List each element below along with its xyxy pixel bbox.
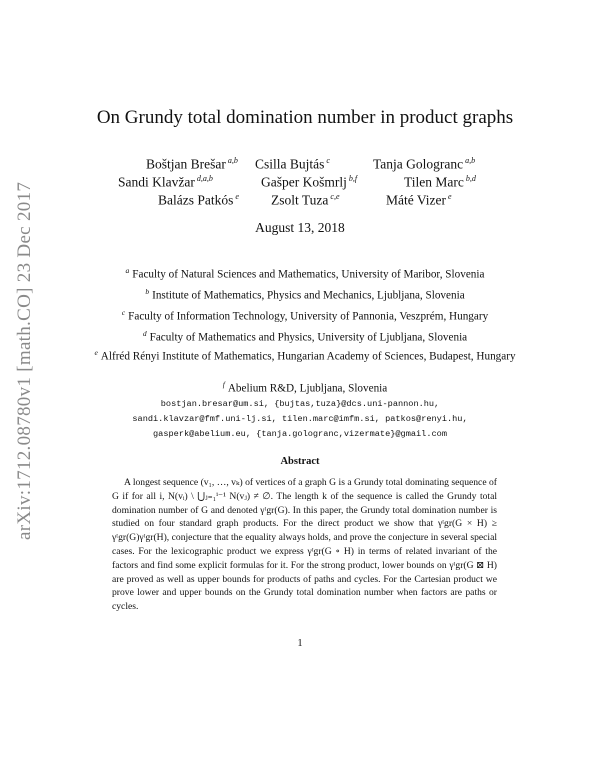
- author: Tanja Gologranc $^{a,b}$: [373, 156, 476, 172]
- author: Tilen Marc $^{b,d}$: [404, 174, 476, 190]
- affiliation: $^b$ Institute of Mathematics, Physics and Mechanics, Ljubljana, Slovenia: [145, 287, 465, 302]
- affiliation: $^a$ Faculty of Natural Sciences and Mathematics, University of Maribor, Slovenia: [125, 266, 485, 281]
- author: Sandi Klavžar $^{d,a,b}$: [118, 174, 213, 190]
- affiliation: $^c$ Faculty of Information Technology, University of Pannonia, Veszprém, Hungary: [121, 308, 489, 323]
- affiliation: $^f$ Abelium R&D, Ljubljana, Slovenia: [222, 380, 388, 395]
- paper-date: August 13, 2018: [255, 220, 345, 235]
- author: Gašper Košmrlj $^{b,f}$: [261, 174, 358, 190]
- email-addresses: [100, 397, 500, 442]
- paper-title: On Grundy total domination number in product graphs: [96, 106, 514, 128]
- arxiv-identifier-stamp: arXiv:1712.08780v1 [math.CO] 23 Dec 2017: [14, 181, 35, 540]
- affiliation: $^e$ Alfréd Rényi Institute of Mathematics, Hungarian Academy of Sciences, Budapest, Hungary: [94, 348, 516, 363]
- author: Máté Vizer $^e$: [386, 192, 452, 208]
- email-line: sandi.klavzar@fmf.uni-lj.si, tilen.marc@imfm.si, patkos@renyi.hu,: [132, 414, 468, 424]
- author: Zsolt Tuza $^{c,e}$: [271, 192, 340, 208]
- author: Csilla Bujtás $^c$: [255, 156, 330, 172]
- email-line: gasperk@abelium.eu, {tanja.gologranc,vizermate}@gmail.com: [153, 429, 447, 439]
- email-line: bostjan.bresar@um.si, {bujtas,tuza}@dcs.uni-pannon.hu,: [160, 399, 440, 409]
- abstract-text: A longest sequence (v₁, …, vₖ) of vertices of a graph G is a Grundy total dominating sequence of G if for all i, N(vᵢ) \ ⋃ⱼ₌₁ⁱ⁻¹ N(vⱼ) ≠ ∅. The length k of the sequence is called the Grundy total domination number of G and denoted γᵗgr(G). In this paper, the Grundy total domination number is studied on four standard graph products. For the direct product we show that γᵗgr(G × H) ≥ γᵗgr(G)γᵗgr(H), conjecture that the equality always holds, and prove the conjecture in several special cases. For the lexicographic product we express γᵗgr(G ∘ H) in terms of related invariant of the factors and find some explicit formulas for it. For the strong product, lower bounds on γᵗgr(G ⊠ H) are proved as well as upper bounds for products of paths and cycles. For the Cartesian product we prove lower and upper bounds on the Grundy total domination number when factors are paths or cycles.: [112, 477, 497, 613]
- author: Balázs Patkós $^e$: [158, 192, 239, 208]
- abstract-heading: Abstract: [280, 456, 320, 467]
- affiliation: $^d$ Faculty of Mathematics and Physics, University of Ljubljana, Slovenia: [142, 329, 468, 344]
- page-number: 1: [297, 638, 303, 649]
- author: Boštjan Brešar $^{a,b}$: [146, 156, 238, 172]
